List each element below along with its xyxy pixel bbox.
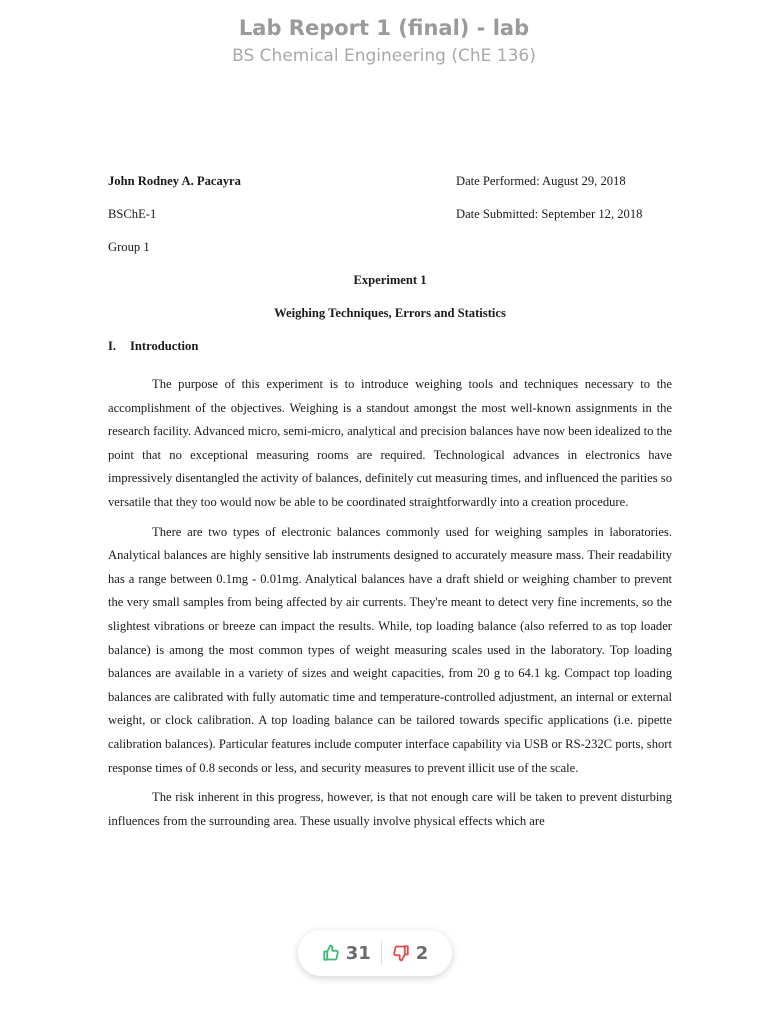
group-label: Group 1: [108, 240, 150, 254]
section-title: Introduction: [130, 339, 199, 353]
document-page: [108, 170, 672, 839]
document-header: [0, 14, 768, 70]
meta-row-author: [108, 170, 672, 203]
document-course: BS Chemical Engineering (ChE 136): [232, 46, 536, 66]
thumbs-up-icon: [322, 944, 340, 962]
downvote-button[interactable]: [382, 943, 439, 964]
downvote-count: 2: [415, 942, 429, 964]
program-name: BSChE-1: [108, 207, 157, 221]
paragraph: The purpose of this experiment is to introduce weighing tools and techniques necessary to the accomplishment of the objectives. Weighing is a standout amongst the most well-known assignments in the research facility. Advanced micro, semi-micro, analytical and precision balances have now been idealized to the point that no exceptional measuring rooms are required. Technological advances in electronics have impressively disentangled the activity of balances, definitely cut measuring times, and influenced the parities so versatile that they too would now be able to be coordinated straightforwardly into a creation procedure.: [108, 377, 672, 509]
paragraph: There are two types of electronic balances commonly used for weighing samples in laboratories. Analytical balances are highly sensitive lab instruments designed to accurately measure mass. Their readability has a range between 0.1mg - 0.01mg. Analytical balances have a draft shield or weighing chamber to prevent the very small samples from being affected by air currents. They're meant to detect very fine increments, so the slightest vibrations or breeze can impact the results. While, top loading balance (also referred to as top loader balance) is among the most common types of weight measuring scales used in the laboratory. Top loading balances are available in a variety of sizes and weight capacities, from 20 g to 64.1 kg. Compact top loading balances are calibrated with fully automatic time and temperature-controlled adjustment, an internal or external weight, or clock calibration. A top loading balance can be tailored towards specific applications (i.e. pipette calibration balances). Particular features include computer interface capability via USB or RS-232C ports, short response times of 0.8 seconds or less, and security measures to prevent illicit use of the scale.: [108, 524, 672, 775]
section-number: I.: [108, 339, 117, 353]
author-name: John Rodney A. Pacayra: [108, 174, 241, 188]
date-submitted: Date Submitted: September 12, 2018: [456, 207, 643, 221]
thumbs-down-icon: [392, 944, 410, 962]
experiment-title: Weighing Techniques, Errors and Statistics: [274, 306, 506, 320]
document-title: Lab Report 1 (final) - lab: [238, 16, 530, 40]
date-performed: Date Performed: August 29, 2018: [456, 174, 626, 188]
vote-bar: [298, 930, 452, 976]
paragraph: The risk inherent in this progress, however, is that not enough care will be taken to prevent disturbing influences from the surrounding area. These usually involve physical effects which are: [108, 790, 672, 828]
upvote-button[interactable]: [312, 943, 381, 964]
meta-row-program: [108, 203, 672, 236]
experiment-number: Experiment 1: [353, 273, 427, 287]
section-heading: [108, 335, 672, 368]
upvote-count: 31: [345, 942, 371, 964]
